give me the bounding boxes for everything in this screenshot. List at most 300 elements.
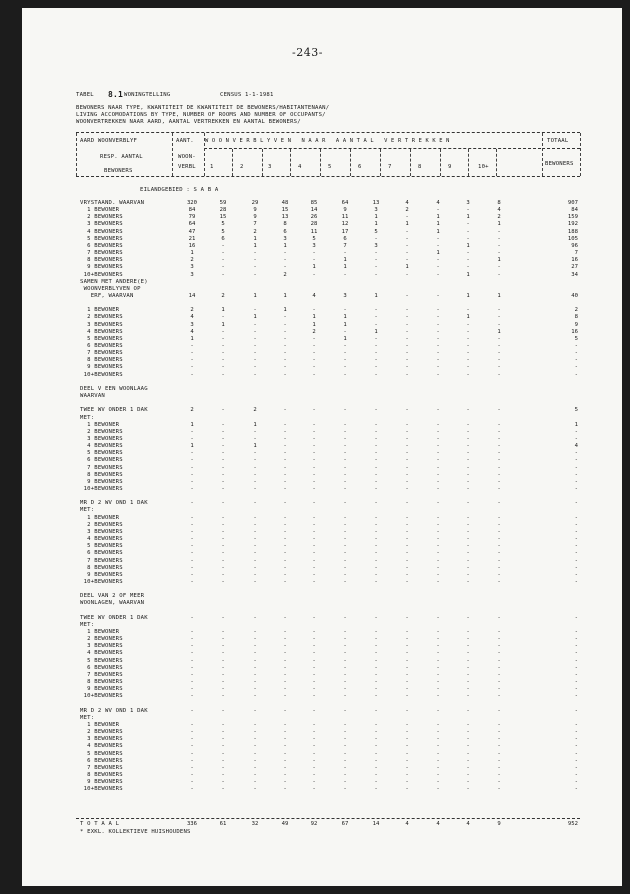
cell-rooms-8: -	[436, 521, 440, 528]
cell-total-bewoners: -	[574, 464, 578, 471]
header-divider	[542, 133, 543, 176]
col-room-2: 2	[240, 164, 244, 170]
cell-rooms-9: -	[466, 650, 470, 657]
cell-rooms-8: -	[436, 528, 440, 535]
cell-rooms-1: -	[221, 328, 225, 335]
cell-rooms-5: -	[343, 407, 347, 414]
cell-aant-woonverbl: -	[190, 757, 194, 764]
cell-rooms-7: -	[405, 471, 409, 478]
cell-aant-woonverbl: -	[190, 357, 194, 364]
cell-rooms-9: -	[466, 750, 470, 757]
cell-rooms-7: -	[405, 707, 409, 714]
cell-rooms-3: -	[283, 786, 287, 793]
cell-total-bewoners: -	[574, 564, 578, 571]
col-resp: RESP. AANTAL	[100, 154, 143, 160]
cell-aant-woonverbl: 1	[190, 250, 194, 257]
cell-rooms-2: 1	[253, 242, 257, 249]
cell-rooms-2: -	[253, 664, 257, 671]
col-totaal: TOTAAL	[547, 138, 569, 144]
row-label: 7 BEWONERS	[80, 764, 123, 771]
cell-rooms-3: 15	[281, 207, 289, 214]
cell-total-bewoners: -	[574, 371, 578, 378]
cell-aant-woonverbl: 3	[190, 271, 194, 278]
row-label: 2 BEWONERS	[80, 428, 123, 435]
cell-rooms-6: -	[374, 521, 378, 528]
cell-rooms-5: -	[343, 557, 347, 564]
row-label: 8 BEWONERS	[80, 471, 123, 478]
col-room-3: 3	[268, 164, 272, 170]
cell-rooms-10: -	[497, 743, 501, 750]
cell-rooms-2: 9	[253, 207, 257, 214]
cell-aant-woonverbl: -	[190, 686, 194, 693]
cell-rooms-4: -	[312, 250, 316, 257]
cell-rooms-9: -	[466, 629, 470, 635]
cell-rooms-1: -	[221, 564, 225, 571]
cell-rooms-4: 1	[312, 314, 316, 321]
cell-rooms-3: -	[283, 421, 287, 428]
col-room-10: 10+	[478, 164, 489, 170]
cell-rooms-5: 64	[341, 200, 349, 206]
row-label: MR D 2 WV OND 1 DAK	[80, 707, 148, 714]
cell-rooms-4: 14	[310, 207, 318, 214]
cell-rooms-7: 2	[405, 207, 409, 214]
cell-rooms-7: -	[405, 500, 409, 507]
row-label: 7 BEWONERS	[80, 557, 123, 564]
cell-rooms-10: -	[497, 500, 501, 507]
cell-rooms-2: -	[253, 614, 257, 621]
cell-rooms-5: -	[343, 693, 347, 700]
cell-rooms-9: -	[466, 307, 470, 314]
cell-rooms-10: -	[497, 464, 501, 471]
cell-rooms-5: -	[343, 528, 347, 535]
cell-aant-woonverbl: -	[190, 457, 194, 464]
cell-aant-woonverbl: 1	[190, 421, 194, 428]
cell-rooms-6: -	[374, 335, 378, 342]
cell-rooms-9: -	[466, 457, 470, 464]
cell-rooms-9: -	[466, 235, 470, 242]
cell-rooms-7: -	[405, 457, 409, 464]
cell-rooms-4: -	[312, 257, 316, 264]
row-label: 6 BEWONERS	[80, 457, 123, 464]
cell-rooms-7: -	[405, 307, 409, 314]
cell-total-bewoners: -	[574, 686, 578, 693]
cell-rooms-7: -	[405, 629, 409, 635]
cell-rooms-6: -	[374, 721, 378, 728]
cell-rooms-6: -	[374, 321, 378, 328]
cell-rooms-4: -	[312, 557, 316, 564]
cell-rooms-3: -	[283, 457, 287, 464]
cell-rooms-6: -	[374, 428, 378, 435]
cell-rooms-9: -	[466, 264, 470, 271]
row-label: 6 BEWONERS	[80, 664, 123, 671]
cell-rooms-5: -	[343, 779, 347, 786]
cell-rooms-8: -	[436, 292, 440, 299]
row-label: 3 BEWONERS	[80, 221, 123, 228]
cell-rooms-3: -	[283, 743, 287, 750]
row-label: 6 BEWONERS	[80, 242, 123, 249]
row-label: WAARVAN	[80, 393, 105, 400]
cell-rooms-6: -	[374, 786, 378, 793]
cell-total-bewoners: 96	[571, 242, 578, 249]
cell-rooms-3: -	[283, 335, 287, 342]
cell-rooms-5: -	[343, 614, 347, 621]
cell-rooms-4: -	[312, 643, 316, 650]
cell-rooms-8: -	[436, 772, 440, 778]
cell-rooms-2: -	[253, 729, 257, 736]
cell-rooms-4: -	[312, 407, 316, 414]
cell-rooms-8: -	[436, 786, 440, 793]
cell-rooms-7: -	[405, 786, 409, 793]
cell-total-bewoners: -	[574, 435, 578, 442]
cell-rooms-8: -	[436, 500, 440, 507]
cell-aant-woonverbl: -	[190, 729, 194, 736]
cell-rooms-9: -	[466, 407, 470, 414]
cell-rooms-7: -	[405, 271, 409, 278]
cell-rooms-1: -	[221, 364, 225, 371]
cell-rooms-5: -	[343, 443, 347, 450]
cell-rooms-7: -	[405, 571, 409, 578]
cell-rooms-10: -	[497, 357, 501, 364]
cell-rooms-10: -	[497, 564, 501, 571]
cell-rooms-2: -	[253, 686, 257, 693]
cell-rooms-5: 7	[343, 242, 347, 249]
cell-rooms-10: -	[497, 371, 501, 378]
cell-rooms-5: -	[343, 643, 347, 650]
cell-total-bewoners: -	[574, 729, 578, 736]
header-divider	[440, 149, 441, 176]
cell-rooms-1: 2	[221, 292, 225, 299]
cell-rooms-1: -	[221, 443, 225, 450]
cell-rooms-2: -	[253, 257, 257, 264]
document-page	[22, 8, 622, 886]
row-label: 2 BEWONERS	[80, 729, 123, 736]
cell-rooms-3: 49	[281, 821, 289, 827]
cell-rooms-6: -	[374, 564, 378, 571]
cell-rooms-10: -	[497, 350, 501, 357]
cell-rooms-1: 1	[221, 321, 225, 328]
cell-rooms-4: -	[312, 364, 316, 371]
cell-rooms-10: -	[497, 550, 501, 557]
cell-rooms-8: -	[436, 757, 440, 764]
cell-rooms-7: -	[405, 450, 409, 457]
header-rule-bottom	[76, 176, 580, 177]
cell-rooms-1: -	[221, 671, 225, 678]
cell-rooms-10: 1	[497, 328, 501, 335]
cell-rooms-8: -	[436, 764, 440, 771]
cell-rooms-5: -	[343, 736, 347, 743]
cell-rooms-2: -	[253, 428, 257, 435]
header-divider	[496, 149, 497, 176]
cell-rooms-2: -	[253, 536, 257, 543]
cell-rooms-1: -	[221, 257, 225, 264]
cell-total-bewoners: 9	[574, 321, 578, 328]
cell-rooms-5: -	[343, 486, 347, 492]
col-room-4: 4	[298, 164, 302, 170]
row-label: 4 BEWONERS	[80, 443, 123, 450]
cell-rooms-8: -	[436, 264, 440, 271]
cell-rooms-8: -	[436, 371, 440, 378]
cell-aant-woonverbl: -	[190, 664, 194, 671]
cell-rooms-7: 1	[405, 264, 409, 271]
cell-rooms-6: -	[374, 464, 378, 471]
cell-aant-woonverbl: -	[190, 764, 194, 771]
cell-total-bewoners: 16	[571, 257, 578, 264]
header-rule-top	[76, 132, 580, 133]
cell-rooms-2: -	[253, 743, 257, 750]
cell-total-bewoners: -	[574, 650, 578, 657]
cell-rooms-8: 4	[436, 200, 440, 206]
cell-rooms-7: -	[405, 557, 409, 564]
cell-rooms-1: -	[221, 528, 225, 535]
cell-rooms-7: -	[405, 250, 409, 257]
cell-rooms-4: -	[312, 307, 316, 314]
row-label: 9 BEWONERS	[80, 779, 123, 786]
cell-rooms-2: -	[253, 636, 257, 643]
cell-aant-woonverbl: 4	[190, 314, 194, 321]
cell-rooms-4: -	[312, 471, 316, 478]
cell-rooms-3: -	[283, 321, 287, 328]
cell-rooms-6: -	[374, 779, 378, 786]
cell-rooms-6: -	[374, 743, 378, 750]
cell-rooms-7: -	[405, 514, 409, 521]
cell-aant-woonverbl: -	[190, 571, 194, 578]
cell-rooms-6: -	[374, 450, 378, 457]
cell-rooms-9: -	[466, 636, 470, 643]
header-rule-mid	[204, 148, 541, 149]
cell-rooms-7: -	[405, 443, 409, 450]
cell-rooms-9: 4	[466, 821, 470, 827]
cell-rooms-1: -	[221, 407, 225, 414]
cell-aant-woonverbl: -	[190, 736, 194, 743]
cell-rooms-4: 28	[310, 221, 318, 228]
col-aard: AARD WOONVERBLYF	[80, 138, 138, 144]
cell-total-bewoners: -	[574, 736, 578, 743]
cell-rooms-6: -	[374, 729, 378, 736]
cell-rooms-5: -	[343, 421, 347, 428]
cell-rooms-1: -	[221, 514, 225, 521]
cell-rooms-5: -	[343, 750, 347, 757]
cell-rooms-4: -	[312, 750, 316, 757]
cell-aant-woonverbl: 3	[190, 321, 194, 328]
cell-rooms-9: -	[466, 207, 470, 214]
cell-aant-woonverbl: -	[190, 464, 194, 471]
header-divider	[262, 149, 263, 176]
cell-rooms-9: -	[466, 664, 470, 671]
cell-rooms-7: -	[405, 772, 409, 778]
cell-rooms-2: 29	[251, 200, 259, 206]
cell-total-bewoners: -	[574, 578, 578, 585]
row-label: 10+BEWONERS	[80, 786, 123, 793]
cell-rooms-6: -	[374, 250, 378, 257]
cell-rooms-8: -	[436, 257, 440, 264]
cell-rooms-10: -	[497, 693, 501, 700]
cell-rooms-9: -	[466, 679, 470, 686]
cell-total-bewoners: 1	[574, 421, 578, 428]
cell-rooms-6: -	[374, 457, 378, 464]
cell-rooms-10: -	[497, 686, 501, 693]
cell-rooms-7: -	[405, 764, 409, 771]
row-label: MET:	[80, 507, 95, 514]
cell-rooms-3: -	[283, 643, 287, 650]
row-label: 6 BEWONERS	[80, 757, 123, 764]
cell-rooms-1: -	[221, 550, 225, 557]
cell-rooms-10: 1	[497, 257, 501, 264]
cell-total-bewoners: 952	[567, 821, 578, 827]
cell-rooms-2: -	[253, 772, 257, 778]
cell-rooms-7: -	[405, 228, 409, 235]
cell-rooms-1: -	[221, 264, 225, 271]
cell-rooms-6: -	[374, 514, 378, 521]
cell-rooms-1: -	[221, 578, 225, 585]
cell-rooms-8: -	[436, 343, 440, 349]
cell-rooms-9: -	[466, 757, 470, 764]
cell-rooms-3: -	[283, 478, 287, 485]
cell-rooms-8: -	[436, 514, 440, 521]
cell-rooms-4: 1	[312, 321, 316, 328]
cell-rooms-9: -	[466, 250, 470, 257]
row-label: 6 BEWONERS	[80, 550, 123, 557]
cell-rooms-4: -	[312, 779, 316, 786]
row-label: 3 BEWONERS	[80, 736, 123, 743]
cell-rooms-2: -	[253, 564, 257, 571]
cell-rooms-1: -	[221, 643, 225, 650]
cell-aant-woonverbl: -	[190, 557, 194, 564]
cell-rooms-6: -	[374, 343, 378, 349]
cell-aant-woonverbl: -	[190, 486, 194, 492]
cell-rooms-3: -	[283, 435, 287, 442]
cell-aant-woonverbl: 320	[186, 200, 198, 206]
row-label: DEEL V EEN WOONLAAG	[80, 385, 148, 392]
cell-rooms-9: -	[466, 521, 470, 528]
cell-rooms-9: -	[466, 478, 470, 485]
col-room-9: 9	[448, 164, 452, 170]
cell-rooms-4: -	[312, 343, 316, 349]
cell-rooms-9: -	[466, 772, 470, 778]
cell-rooms-3: -	[283, 729, 287, 736]
cell-rooms-9: -	[466, 571, 470, 578]
cell-rooms-1: -	[221, 629, 225, 635]
row-label: 4 BEWONERS	[80, 650, 123, 657]
cell-rooms-7: -	[405, 686, 409, 693]
cell-rooms-2: -	[253, 707, 257, 714]
cell-rooms-9: -	[466, 464, 470, 471]
cell-rooms-8: -	[436, 364, 440, 371]
cell-rooms-3: -	[283, 671, 287, 678]
row-label: MET:	[80, 414, 95, 421]
cell-rooms-1: -	[221, 571, 225, 578]
cell-rooms-1: -	[221, 636, 225, 643]
col-span-header: W O O N V E R B L Y V E N N A A R A A N T A L V E R T R E K K E N	[205, 138, 450, 144]
cell-rooms-10: -	[497, 764, 501, 771]
cell-rooms-5: -	[343, 707, 347, 714]
cell-rooms-6: -	[374, 235, 378, 242]
cell-rooms-2: -	[253, 500, 257, 507]
cell-rooms-4: -	[312, 671, 316, 678]
cell-rooms-9: -	[466, 450, 470, 457]
row-label: 4 BEWONERS	[80, 228, 123, 235]
row-label: 3 BEWONERS	[80, 528, 123, 535]
cell-rooms-4: -	[312, 486, 316, 492]
cell-total-bewoners: -	[574, 550, 578, 557]
cell-rooms-3: -	[283, 250, 287, 257]
cell-rooms-1: 1	[221, 307, 225, 314]
cell-rooms-7: -	[405, 343, 409, 349]
cell-rooms-10: -	[497, 450, 501, 457]
cell-rooms-4: -	[312, 543, 316, 550]
cell-total-bewoners: -	[574, 721, 578, 728]
cell-rooms-7: -	[405, 478, 409, 485]
cell-rooms-4: -	[312, 371, 316, 378]
cell-rooms-8: -	[436, 657, 440, 664]
cell-aant-woonverbl: -	[190, 629, 194, 635]
cell-rooms-10: 4	[497, 207, 501, 214]
cell-rooms-10: -	[497, 421, 501, 428]
cell-rooms-4: -	[312, 550, 316, 557]
cell-rooms-3: -	[283, 578, 287, 585]
cell-rooms-10: -	[497, 629, 501, 635]
cell-rooms-1: -	[221, 772, 225, 778]
cell-aant-woonverbl: -	[190, 478, 194, 485]
cell-rooms-2: -	[253, 721, 257, 728]
cell-rooms-10: -	[497, 543, 501, 550]
cell-rooms-6: -	[374, 435, 378, 442]
cell-rooms-2: -	[253, 450, 257, 457]
cell-rooms-6: 1	[374, 221, 378, 228]
cell-rooms-10: -	[497, 250, 501, 257]
cell-rooms-4: -	[312, 536, 316, 543]
cell-rooms-2: -	[253, 736, 257, 743]
cell-rooms-9: -	[466, 257, 470, 264]
cell-rooms-4: -	[312, 514, 316, 521]
cell-rooms-10: -	[497, 779, 501, 786]
cell-total-bewoners: -	[574, 571, 578, 578]
cell-aant-woonverbl: -	[190, 564, 194, 571]
cell-rooms-9: -	[466, 357, 470, 364]
cell-rooms-1: -	[221, 557, 225, 564]
cell-rooms-7: -	[405, 550, 409, 557]
cell-rooms-1: -	[221, 335, 225, 342]
cell-rooms-10: -	[497, 443, 501, 450]
cell-rooms-9: -	[466, 743, 470, 750]
cell-aant-woonverbl: -	[190, 643, 194, 650]
cell-rooms-3: -	[283, 664, 287, 671]
cell-aant-woonverbl: -	[190, 650, 194, 657]
cell-aant-woonverbl: -	[190, 707, 194, 714]
col-verbl: VERBL	[178, 164, 196, 170]
cell-rooms-5: -	[343, 521, 347, 528]
row-label: WOONLAGEN, WAARVAN	[80, 600, 145, 607]
cell-rooms-1: -	[221, 721, 225, 728]
cell-rooms-7: -	[405, 664, 409, 671]
cell-aant-woonverbl: 1	[190, 335, 194, 342]
cell-rooms-6: -	[374, 264, 378, 271]
cell-rooms-2: 1	[253, 235, 257, 242]
section-title: EILANDGEBIED : S A B A	[140, 187, 219, 193]
cell-rooms-7: 4	[405, 200, 409, 206]
cell-rooms-5: -	[343, 664, 347, 671]
cell-rooms-2: -	[253, 250, 257, 257]
cell-aant-woonverbl: 14	[188, 292, 196, 299]
cell-total-bewoners: -	[574, 343, 578, 349]
cell-rooms-3: -	[283, 450, 287, 457]
cell-rooms-2: -	[253, 550, 257, 557]
cell-rooms-8: -	[436, 629, 440, 635]
row-label: 10+BEWONERS	[80, 271, 123, 278]
cell-rooms-4: -	[312, 450, 316, 457]
cell-total-bewoners: 907	[567, 200, 578, 206]
cell-rooms-8: -	[436, 550, 440, 557]
cell-rooms-3: -	[283, 693, 287, 700]
